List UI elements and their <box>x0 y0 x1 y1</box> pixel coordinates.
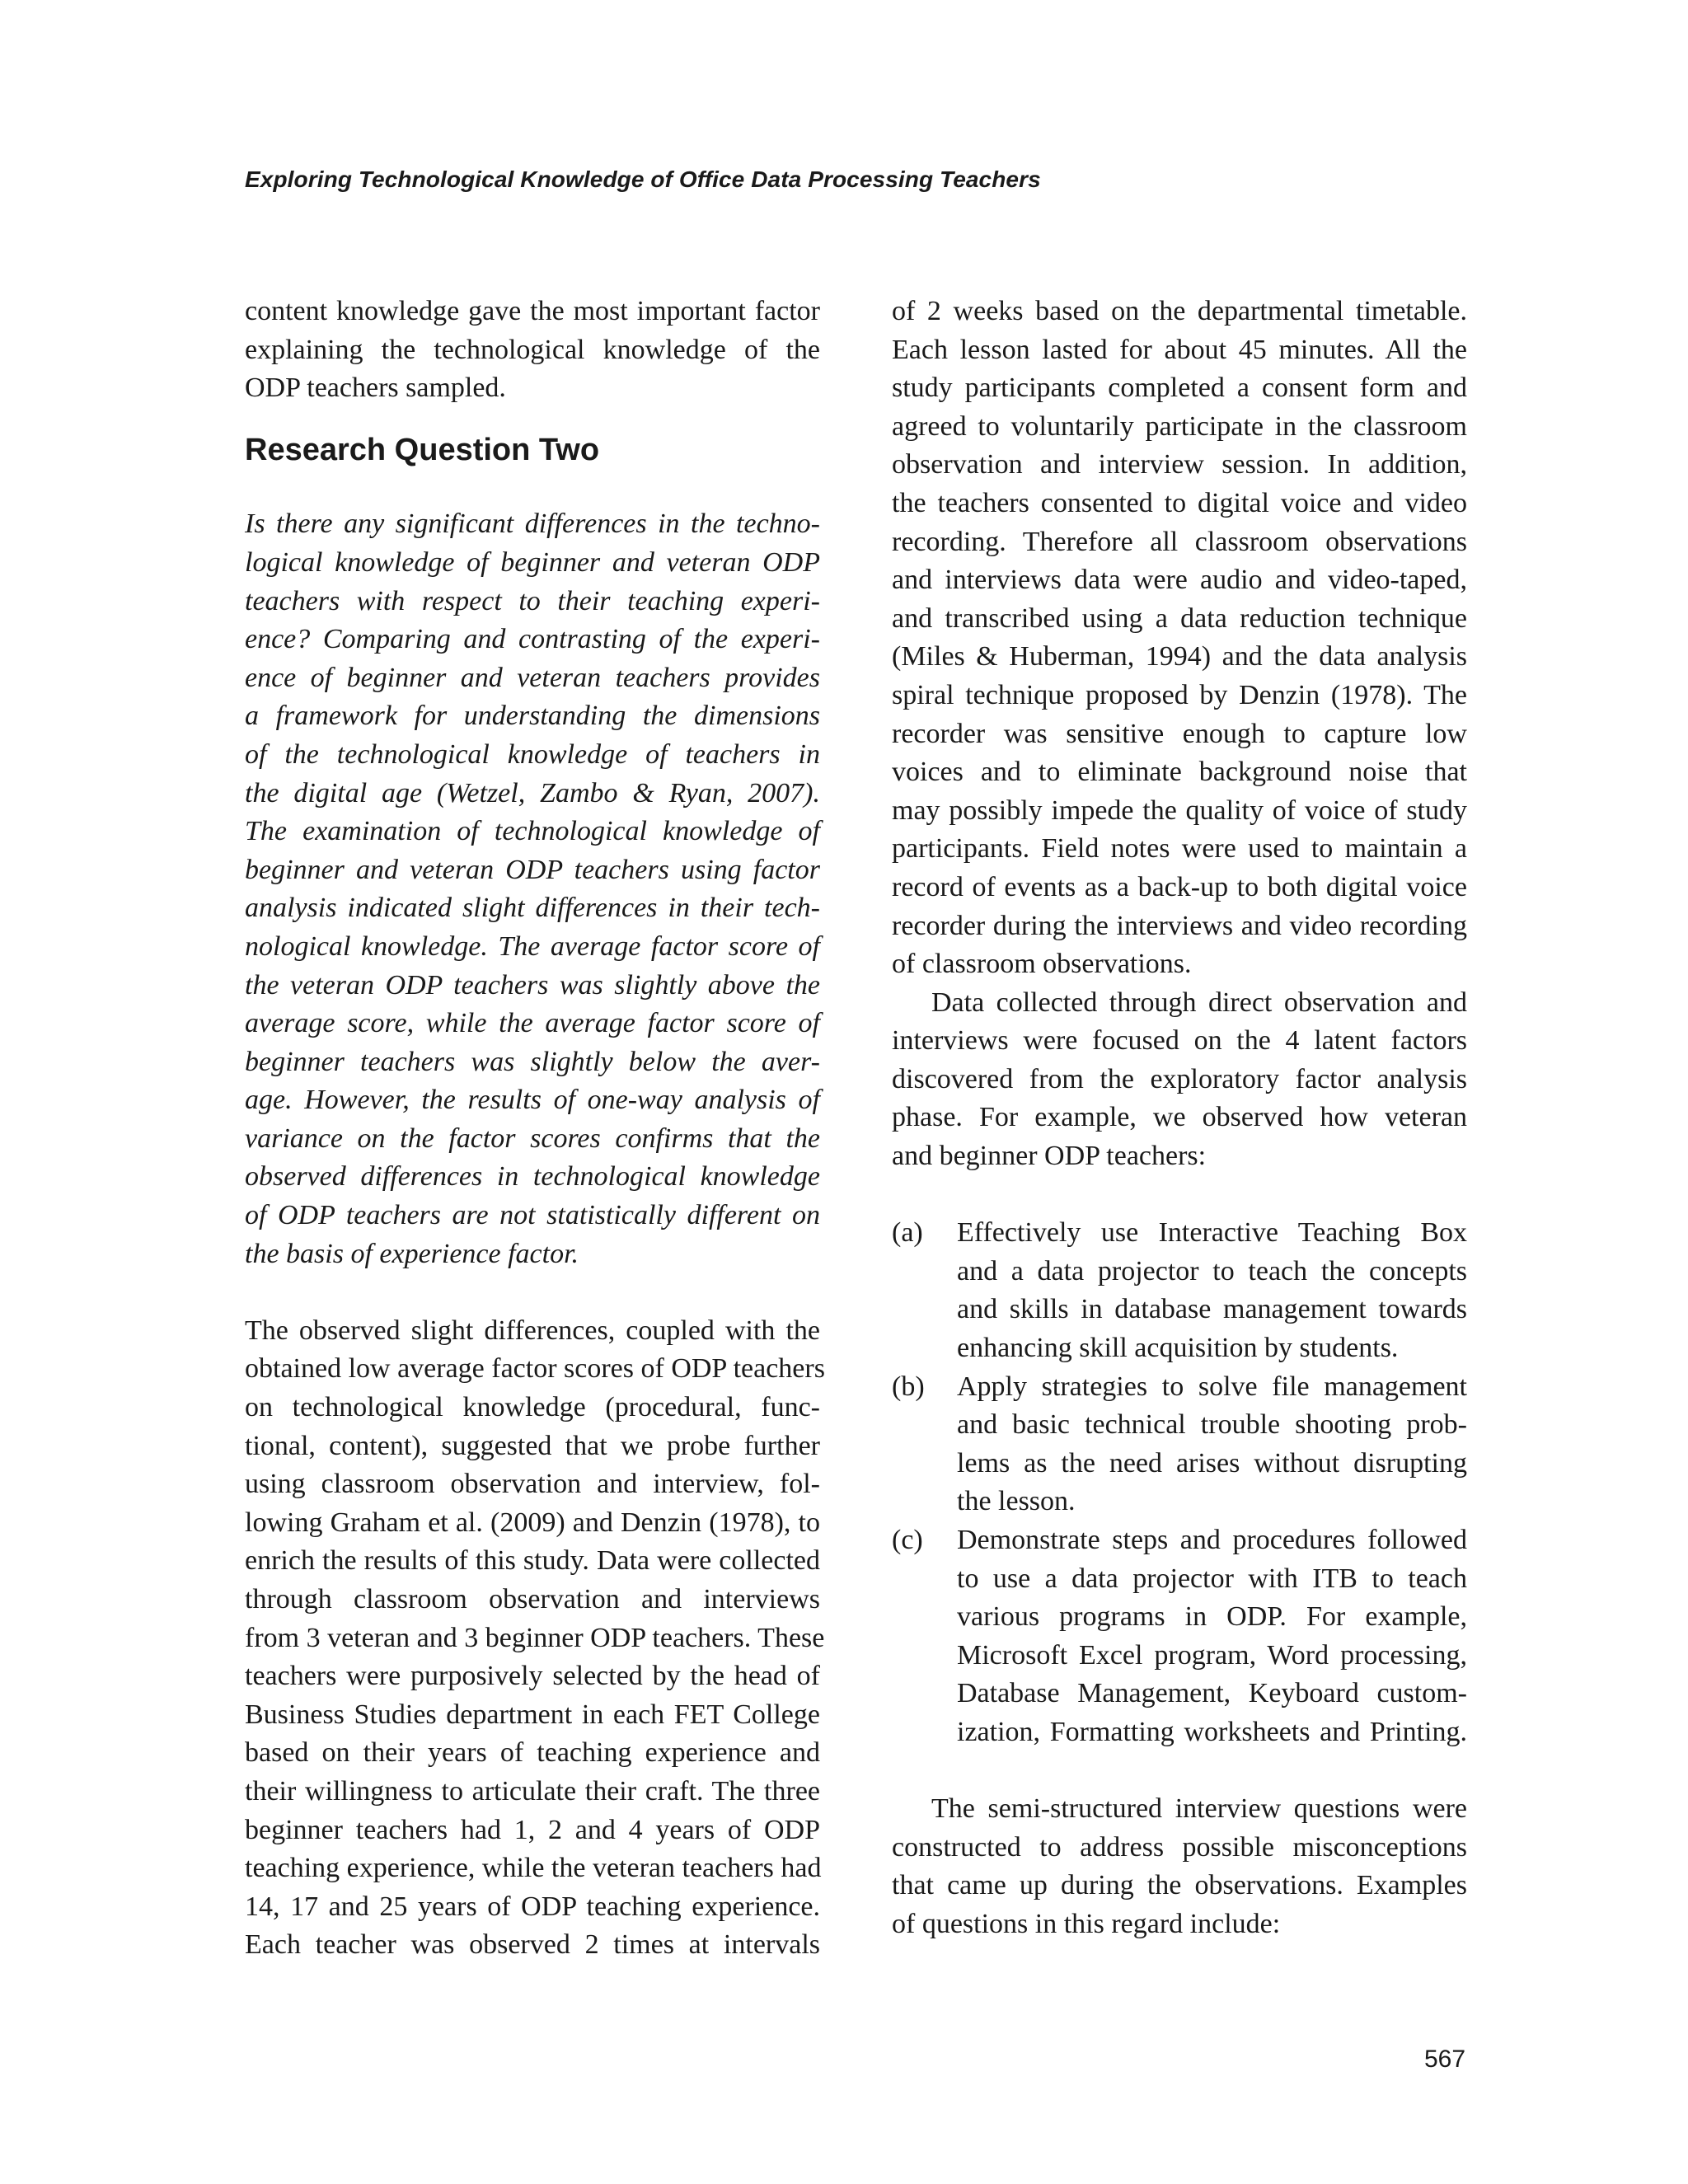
text-line: the teachers consented to digital voice and video <box>892 487 1467 518</box>
observation-paragraph <box>892 984 1467 1176</box>
text-line: content knowledge gave the most important factor <box>245 296 820 326</box>
text-line: Demonstrate steps and procedures followed <box>957 1525 1467 1555</box>
list-item <box>892 1368 1467 1521</box>
text-line: discovered from the exploratory factor analysis <box>892 1063 1467 1094</box>
text-line: based on their years of teaching experience and <box>245 1737 820 1769</box>
text-line: enrich the results of this study. Data were collected <box>245 1545 820 1577</box>
body-paragraph <box>245 1312 825 1965</box>
text-line: and interviews data were audio and video-taped, <box>892 565 1467 596</box>
text-line: lems as the need arises without disrupting <box>957 1447 1467 1479</box>
left-column <box>245 293 825 1965</box>
text-line: and beginner ODP teachers: <box>892 1141 1207 1172</box>
text-line: Each teacher was observed 2 times at intervals <box>245 1929 820 1961</box>
text-line: Apply strategies to solve file management <box>957 1371 1467 1402</box>
text-line: to use a data projector with ITB to teach <box>957 1563 1467 1594</box>
text-line: of the technological knowledge of teachers in <box>245 738 820 770</box>
text-line: through classroom observation and interviews <box>245 1584 820 1615</box>
paragraph-gap <box>892 1176 1467 1215</box>
text-line: Business Studies department in each FET College <box>245 1699 820 1730</box>
text-line: various programs in ODP. For example, <box>957 1601 1467 1633</box>
text-line: Effectively use Interactive Teaching Box <box>957 1217 1467 1249</box>
text-line: lowing Graham et al. (2009) and Denzin (1978), to <box>245 1507 820 1538</box>
text-line: Is there any significant differences in the techno- <box>245 509 820 540</box>
text-line: and a data projector to teach the concepts <box>957 1255 1467 1286</box>
text-line: teaching experience, while the veteran teachers had <box>245 1853 822 1884</box>
text-line: ization, Formatting worksheets and Printing. <box>957 1716 1467 1747</box>
intro-paragraph <box>245 293 820 408</box>
text-line: beginner teachers was slightly below the aver- <box>245 1046 820 1077</box>
text-line: ence? Comparing and contrasting of the experi- <box>245 624 820 655</box>
text-line: voices and to eliminate background noise that <box>892 757 1467 788</box>
observation-list <box>892 1214 1467 1751</box>
text-line: teachers were purposively selected by the head of <box>245 1661 820 1692</box>
text-line: Database Management, Keyboard custom- <box>957 1678 1467 1709</box>
text-line: Data collected through direct observation and <box>931 987 1467 1018</box>
text-line: phase. For example, we observed how veteran <box>892 1102 1467 1133</box>
text-line: that came up during the observations. Examples <box>892 1870 1467 1901</box>
research-question-paragraph <box>245 505 820 1273</box>
running-header: Exploring Technological Knowledge of Office Data Processing Teachers <box>245 166 1041 192</box>
text-line: observation and interview session. In addition, <box>892 449 1467 480</box>
text-line: constructed to address possible misconceptions <box>892 1831 1467 1863</box>
text-line: using classroom observation and interview, fol- <box>245 1469 820 1500</box>
text-line: the basis of experience factor. <box>245 1238 579 1269</box>
text-line: spiral technique proposed by Denzin (1978). The <box>892 679 1467 710</box>
text-line: of classroom observations. <box>892 949 1192 980</box>
text-line: 14, 17 and 25 years of ODP teaching experience. <box>245 1891 820 1922</box>
text-line: beginner and veteran ODP teachers using factor <box>245 854 820 885</box>
text-line: beginner teachers had 1, 2 and 4 years of ODP <box>245 1814 820 1845</box>
text-line: and skills in database management towards <box>957 1294 1467 1325</box>
text-line: the lesson. <box>957 1486 1076 1517</box>
text-line: participants. Field notes were used to maintain a <box>892 833 1467 865</box>
text-line: obtained low average factor scores of ODP teachers <box>245 1353 825 1385</box>
text-line: The observed slight differences, coupled with the <box>245 1315 820 1346</box>
text-line: the digital age (Wetzel, Zambo & Ryan, 2007). <box>245 777 820 808</box>
list-item-label: (a) <box>892 1217 923 1249</box>
text-line: enhancing skill acquisition by students. <box>957 1333 1399 1364</box>
list-item-label: (b) <box>892 1371 925 1402</box>
text-line: record of events as a back-up to both digital voice <box>892 871 1467 902</box>
text-line: average score, while the average factor score of <box>245 1008 820 1039</box>
text-line: ODP teachers sampled. <box>245 373 506 404</box>
text-line: The examination of technological knowledge of <box>245 816 820 847</box>
text-line: (Miles & Huberman, 1994) and the data analysis <box>892 641 1467 673</box>
right-column <box>892 293 1467 1944</box>
list-item <box>892 1521 1467 1752</box>
text-line: logical knowledge of beginner and veteran ODP <box>245 546 820 578</box>
text-line: analysis indicated slight differences in their tech- <box>245 893 820 924</box>
text-line: of questions in this regard include: <box>892 1908 1281 1939</box>
paragraph-gap <box>892 1752 1467 1791</box>
text-line: recorder during the interviews and video recording <box>892 910 1467 941</box>
text-line: may possibly impede the quality of voice of study <box>892 794 1467 826</box>
text-line: a framework for understanding the dimensions <box>245 701 820 732</box>
text-line: interviews were focused on the 4 latent factors <box>892 1025 1467 1057</box>
section-heading: Research Question Two <box>245 432 600 467</box>
text-line: study participants completed a consent form and <box>892 373 1467 404</box>
text-line: of ODP teachers are not statistically different on <box>245 1200 820 1231</box>
text-line: Microsoft Excel program, Word processing, <box>957 1639 1467 1671</box>
paragraph-gap <box>245 1273 820 1312</box>
text-line: explaining the technological knowledge of the <box>245 334 820 365</box>
text-line: the veteran ODP teachers was slightly above the <box>245 969 820 1001</box>
text-line: agreed to voluntarily participate in the classroom <box>892 410 1467 442</box>
text-line: variance on the factor scores confirms that the <box>245 1122 820 1154</box>
list-item <box>892 1214 1467 1367</box>
text-line: nological knowledge. The average factor score of <box>245 930 820 962</box>
page-number: 567 <box>1424 2046 1466 2073</box>
text-line: Each lesson lasted for about 45 minutes. All the <box>892 334 1467 365</box>
text-line: recording. Therefore all classroom observations <box>892 526 1467 557</box>
text-line: and basic technical trouble shooting prob- <box>957 1409 1467 1441</box>
text-line: from 3 veteran and 3 beginner ODP teachers. These <box>245 1622 825 1653</box>
list-item-label: (c) <box>892 1525 923 1555</box>
text-line: ence of beginner and veteran teachers provides <box>245 662 820 693</box>
text-line: teachers with respect to their teaching experi- <box>245 585 820 616</box>
text-line: tional, content), suggested that we probe further <box>245 1430 820 1461</box>
text-line: observed differences in technological knowledge <box>245 1161 820 1193</box>
text-line: their willingness to articulate their craft. The three <box>245 1775 820 1807</box>
text-line: The semi-structured interview questions were <box>931 1793 1467 1825</box>
methodology-paragraph <box>892 293 1467 984</box>
text-line: age. However, the results of one-way analysis of <box>245 1085 820 1116</box>
text-line: recorder was sensitive enough to capture low <box>892 718 1467 749</box>
text-line: on technological knowledge (procedural, func- <box>245 1392 820 1423</box>
text-line: and transcribed using a data reduction technique <box>892 602 1467 634</box>
interview-paragraph <box>892 1790 1467 1943</box>
text-line: of 2 weeks based on the departmental timetable. <box>892 296 1467 326</box>
